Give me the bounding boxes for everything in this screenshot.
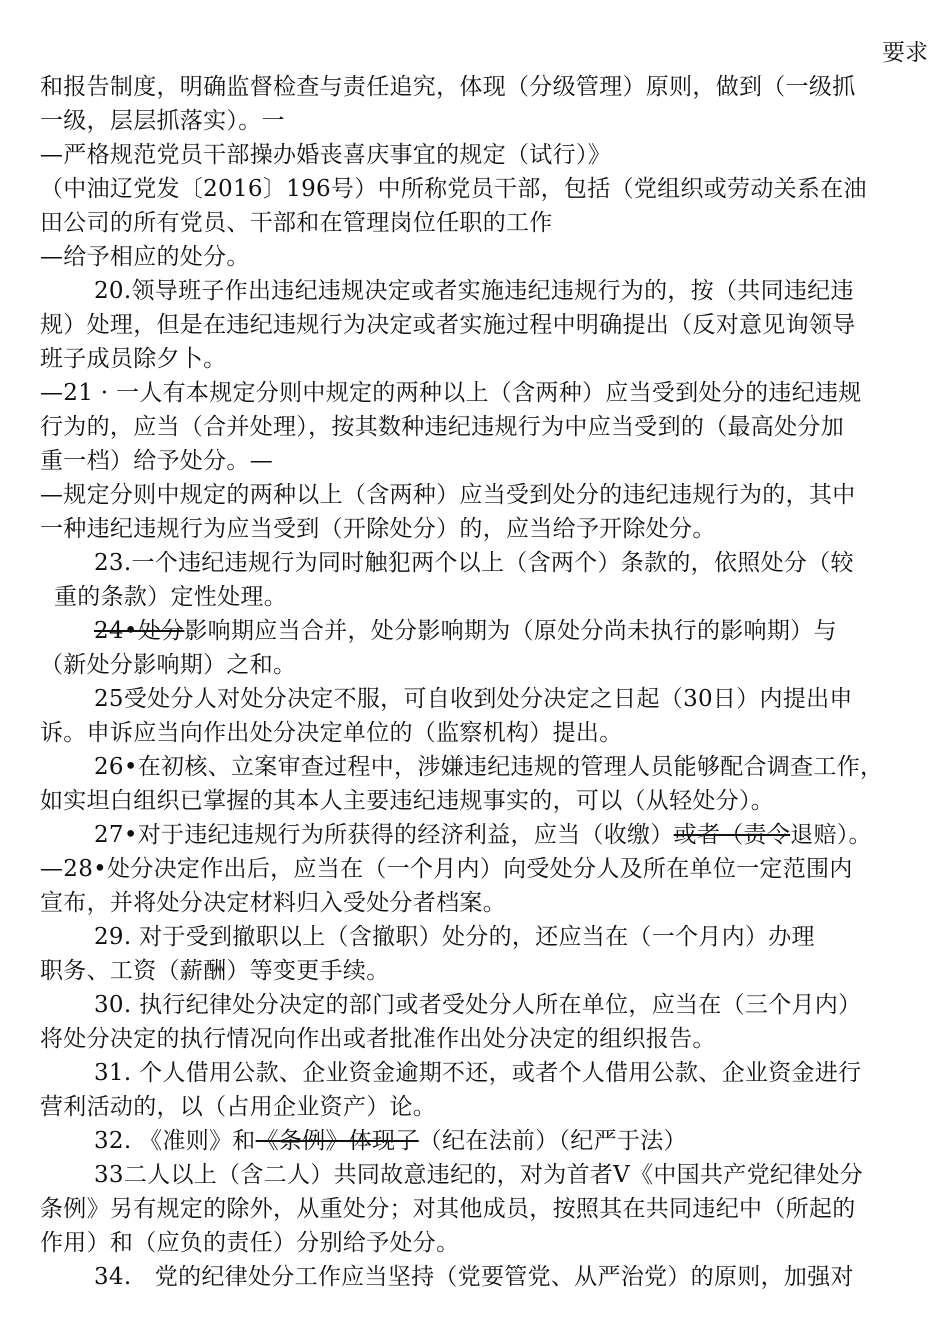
text-line [40, 1260, 938, 1294]
line-text: 29. 对于受到撤职以上（含撤职）处分的，还应当在（一个月内）办理 [94, 924, 815, 950]
line-text: 影响期应当合并，处分影响期为（原处分尚未执行的影响期）与 [184, 618, 837, 644]
line-text: 班子成员除夕卜。 [40, 346, 227, 372]
line-text: 重一档）给予处分。— [40, 448, 273, 474]
text-line [40, 104, 938, 138]
line-text: 行为的，应当（合并处理），按其数种违纪违规行为中应当受到的（最高处分加 [40, 414, 844, 440]
text-line [40, 614, 938, 648]
line-text: 30. 执行纪律处分决定的部门或者受处分人所在单位，应当在（三个月内） [94, 992, 862, 1018]
text-line [40, 1226, 938, 1260]
document-body [40, 70, 938, 1294]
line-text: （新处分影响期）之和。 [40, 652, 297, 678]
text-line [40, 342, 938, 376]
struck-text: 或者（责令 [673, 822, 791, 848]
text-line [40, 648, 938, 682]
text-line [40, 784, 938, 818]
text-line [40, 954, 938, 988]
line-text: —规定分则中规定的两种以上（含两种）应当受到处分的违纪违规行为的，其中 [40, 482, 856, 508]
text-line [40, 444, 938, 478]
line-text: 23.一个违纪违规行为同时触犯两个以上（含两个）条款的，依照处分（较 [94, 550, 854, 576]
struck-text: 24•处分 [94, 618, 185, 644]
struck-text: 《条例》体现了 [255, 1128, 419, 1154]
text-line [40, 172, 938, 206]
text-line [40, 70, 938, 104]
text-line [40, 410, 938, 444]
text-line [40, 886, 938, 920]
line-text: 一级，层层抓落实）。一 [40, 108, 285, 134]
line-text: 20.领导班子作出违纪违规决定或者实施违纪违规行为的，按（共同违纪违 [94, 278, 854, 304]
text-line [40, 1124, 938, 1158]
text-line [40, 1192, 938, 1226]
line-text: （中油辽党发〔2016〕196号）中所称党员干部，包括（党组织或劳动关系在油 [40, 176, 867, 202]
text-line [40, 852, 938, 886]
text-line [40, 240, 938, 274]
line-text: 32. 《准则》和 [94, 1128, 256, 1154]
line-text: —严格规范党员干部操办婚丧喜庆事宜的规定（试行）》 [40, 142, 611, 168]
line-text-after: 退赔）。 [790, 822, 872, 848]
text-line [40, 1056, 938, 1090]
text-line [40, 920, 938, 954]
text-line [40, 274, 938, 308]
line-text: 31. 个人借用公款、企业资金逾期不还，或者个人借用公款、企业资金进行 [94, 1060, 862, 1086]
text-line [40, 512, 938, 546]
line-text: 作用）和（应负的责任）分别给予处分。 [40, 1230, 460, 1256]
text-line [40, 308, 938, 342]
line-text: —21 · 一人有本规定分则中规定的两种以上（含两种）应当受到处分的违纪违规 [40, 380, 862, 406]
text-line [40, 478, 938, 512]
line-text: 职务、工资（薪酬）等变更手续。 [40, 958, 390, 984]
text-line [40, 546, 938, 580]
line-text: 重的条款）定性处理。 [54, 584, 287, 610]
text-line [40, 138, 938, 172]
text-line [40, 682, 938, 716]
line-text: 将处分决定的执行情况向作出或者批准作出处分决定的组织报告。 [40, 1026, 716, 1052]
line-text: 和报告制度，明确监督检查与责任追究，体现（分级管理）原则，做到（一级抓 [40, 74, 856, 100]
page-corner-text: 要求 [882, 40, 928, 66]
line-text: 营利活动的，以（占用企业资产）论。 [40, 1094, 437, 1120]
line-text: 33二人以上（含二人）共同故意违纪的，对为首者V《中国共产党纪律处分 [94, 1162, 864, 1188]
line-text: 一种违纪违规行为应当受到（开除处分）的，应当给予开除处分。 [40, 516, 716, 542]
line-text: 34. 党的纪律处分工作应当坚持（党要管党、从严治党）的原则，加强对 [94, 1264, 854, 1290]
line-text: 宣布，并将处分决定材料归入受处分者档案。 [40, 890, 506, 916]
line-text: 田公司的所有党员、干部和在管理岗位任职的工作 [40, 210, 553, 236]
text-line [40, 1090, 938, 1124]
line-text: 25受处分人对处分决定不服，可自收到处分决定之日起（30日）内提出申 [94, 686, 853, 712]
line-text: 26•在初核、立案审查过程中，涉嫌违纪违规的管理人员能够配合调查工作， [94, 754, 884, 780]
text-line [40, 1158, 938, 1192]
text-line [40, 716, 938, 750]
text-line [40, 1022, 938, 1056]
line-text: 如实坦白组织已掌握的其本人主要违纪违规事实的，可以（从轻处分）。 [40, 788, 775, 814]
text-line [40, 988, 938, 1022]
text-line [40, 750, 938, 784]
text-line [40, 818, 938, 852]
line-text: —28•处分决定作出后，应当在（一个月内）向受处分人及所在单位一定范围内 [40, 856, 853, 882]
line-text-after: （纪在法前）（纪严于法） [418, 1128, 687, 1154]
text-line [40, 580, 938, 614]
line-text: 诉。申诉应当向作出处分决定单位的（监察机构）提出。 [40, 720, 623, 746]
line-text: —给予相应的处分。 [40, 244, 250, 270]
text-line [40, 376, 938, 410]
text-line [40, 206, 938, 240]
line-text: 条例》另有规定的除外，从重处分；对其他成员，按照其在共同违纪中（所起的 [40, 1196, 856, 1222]
line-text: 27•对于违纪违规行为所获得的经济利益，应当（收缴） [94, 822, 674, 848]
line-text: 规）处理，但是在违纪违规行为决定或者实施过程中明确提出（反对意见询领导 [40, 312, 856, 338]
